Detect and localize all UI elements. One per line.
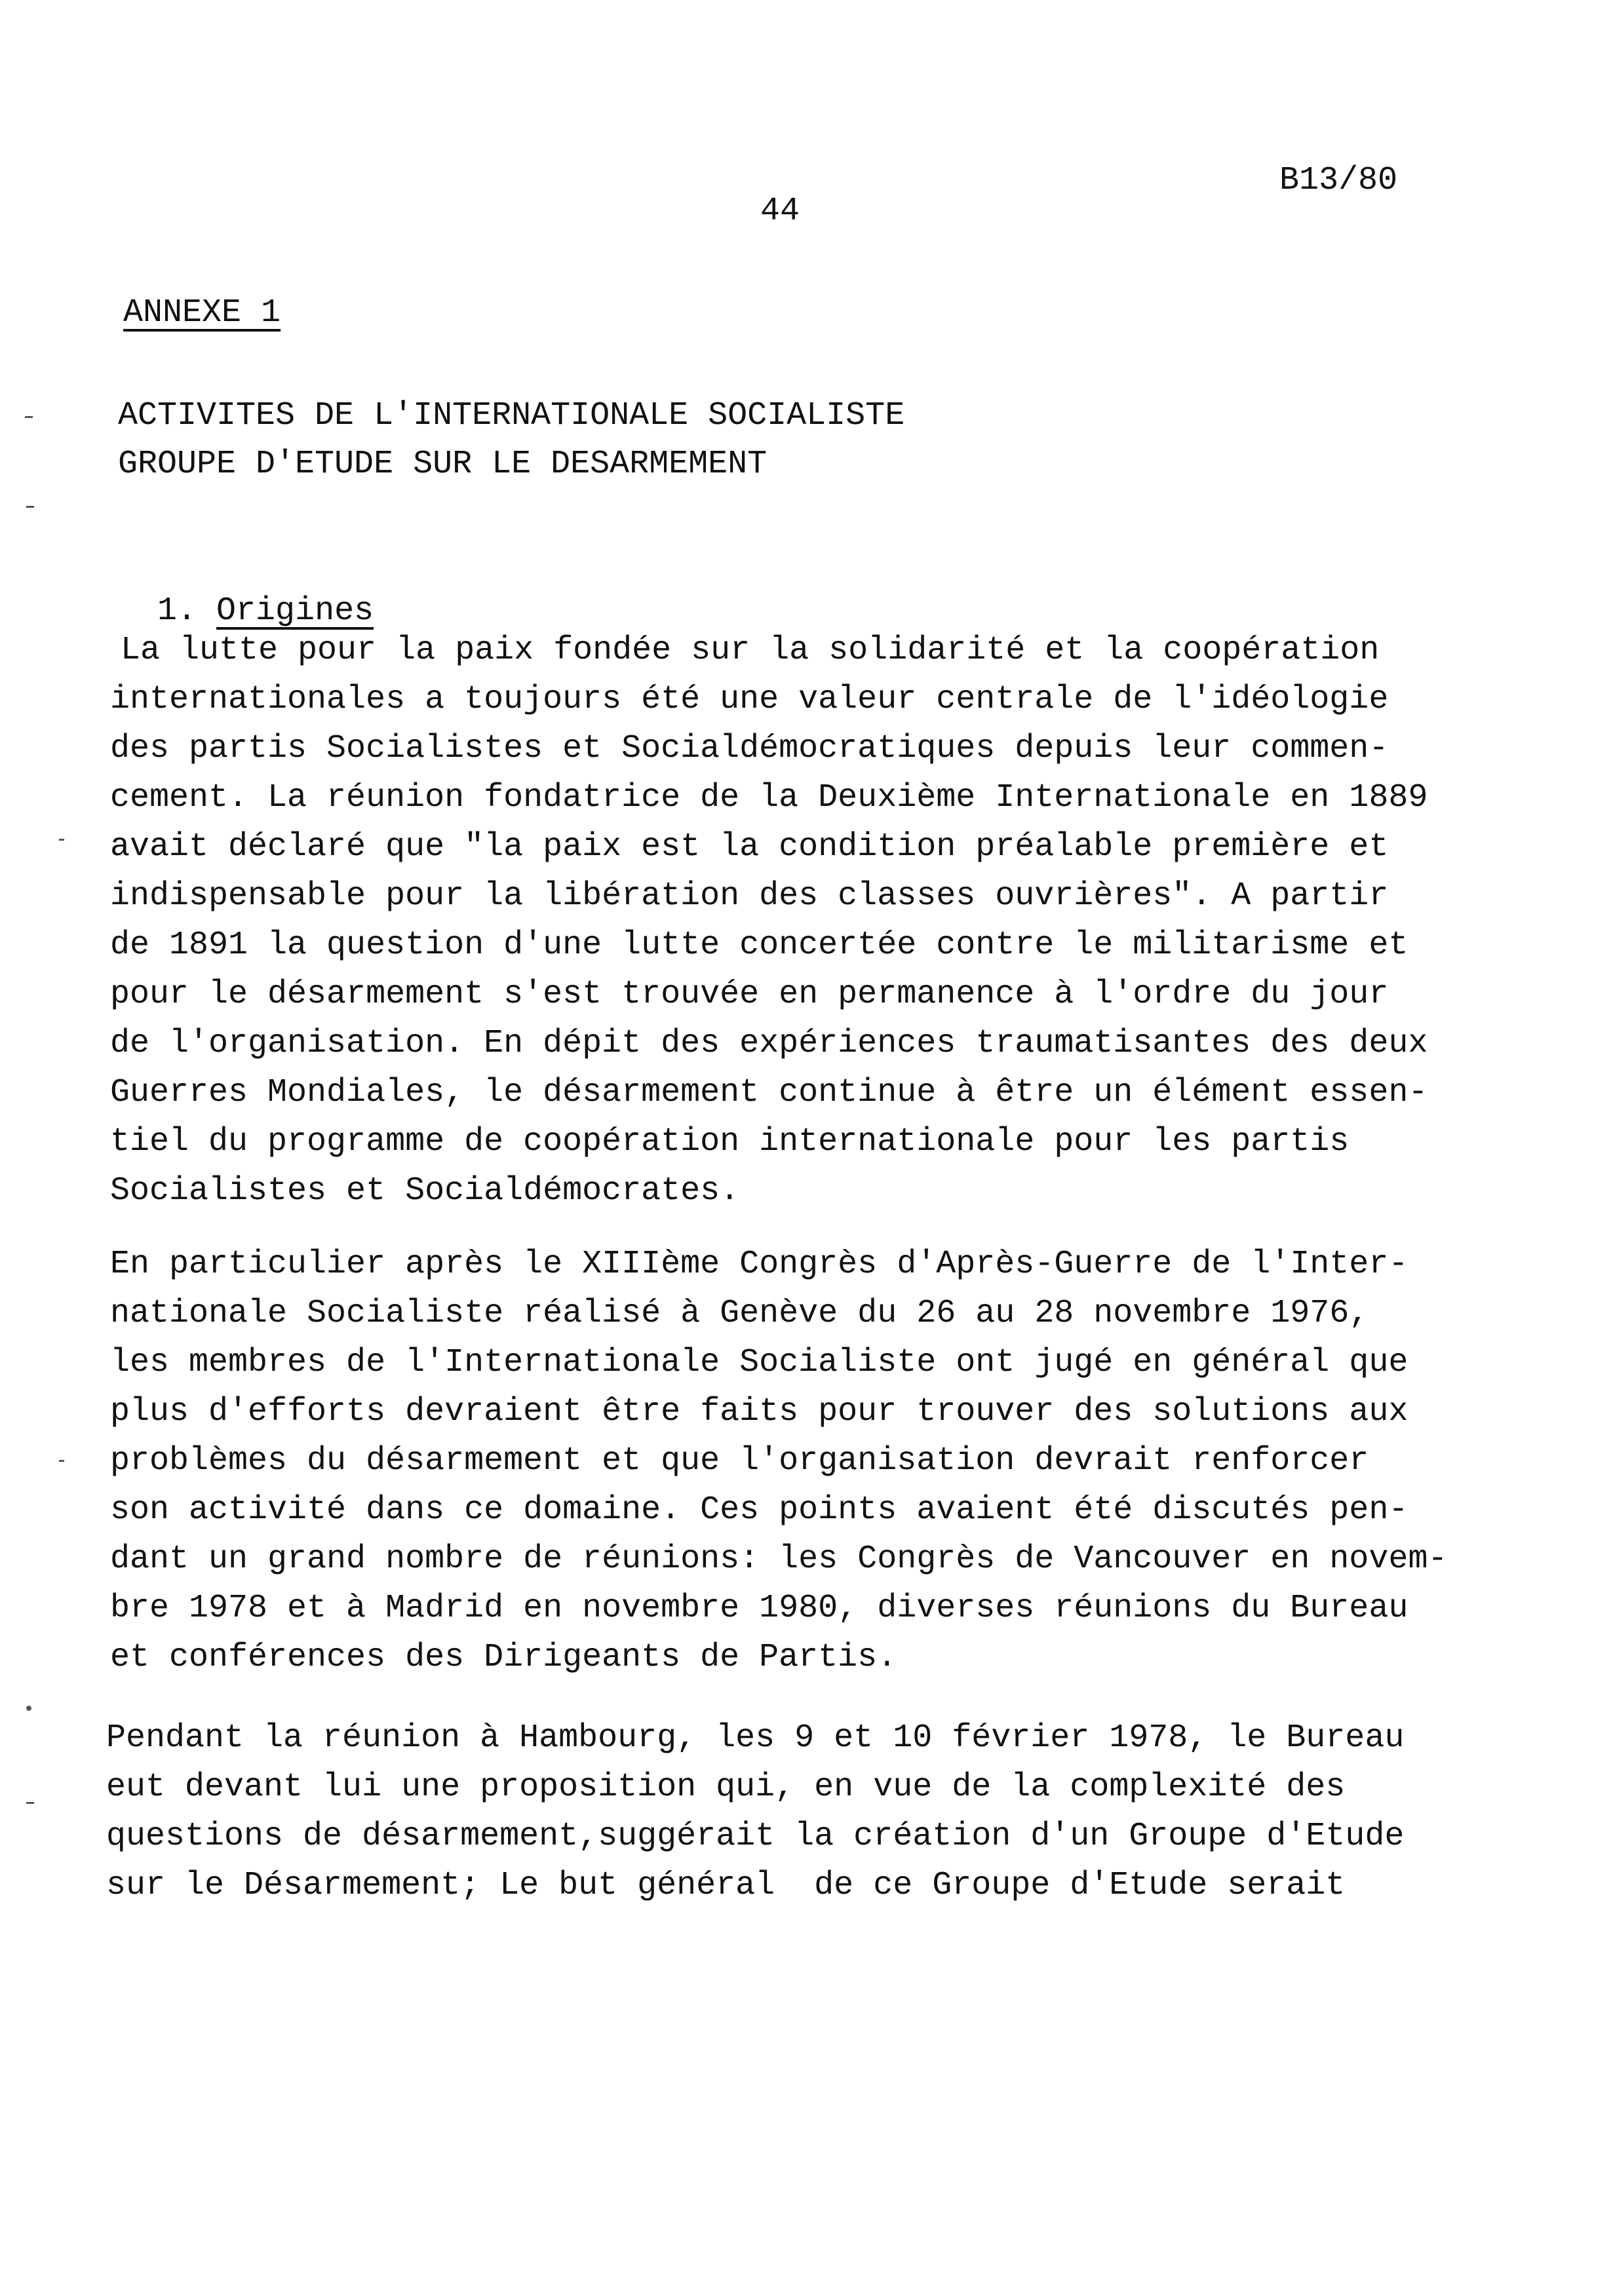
margin-mark bbox=[25, 416, 33, 418]
paragraph-1 bbox=[110, 626, 1447, 1215]
margin-mark bbox=[26, 1706, 31, 1711]
paragraph-line: bre 1978 et à Madrid en novembre 1980, diverses réunions du Bureau bbox=[110, 1590, 1409, 1627]
section-heading bbox=[118, 537, 374, 636]
margin-mark bbox=[59, 1460, 64, 1462]
paragraph-line: En particulier après le XIIIème Congrès d'Après-Guerre de l'Inter- bbox=[110, 1246, 1409, 1283]
section-number: 1. bbox=[157, 592, 197, 630]
reference-code: B13/80 bbox=[1279, 162, 1398, 199]
paragraph-line: de 1891 la question d'une lutte concertée contre le militarisme et bbox=[110, 927, 1409, 964]
paragraph-line: dant un grand nombre de réunions: les Congrès de Vancouver en novem- bbox=[110, 1540, 1448, 1578]
margin-mark bbox=[26, 1802, 34, 1804]
paragraph-line: Pendant la réunion à Hambourg, les 9 et 10 février 1978, le Bureau bbox=[106, 1719, 1405, 1757]
paragraph-line: sur le Désarmement; Le but général de ce Groupe d'Etude serait bbox=[106, 1867, 1346, 1904]
paragraph-line: Socialistes et Socialdémocrates. bbox=[110, 1172, 740, 1210]
paragraph-line: les membres de l'Internationale Socialiste ont jugé en général que bbox=[110, 1344, 1409, 1381]
paragraph-line: nationale Socialiste réalisé à Genève du 26 au 28 novembre 1976, bbox=[110, 1295, 1369, 1332]
paragraph-line: La lutte pour la paix fondée sur la solidarité et la coopération bbox=[121, 632, 1380, 669]
paragraph-line: plus d'efforts devraient être faits pour trouver des solutions aux bbox=[110, 1393, 1409, 1430]
paragraph-line: tiel du programme de coopération internationale pour les partis bbox=[110, 1123, 1350, 1160]
paragraph-line: et conférences des Dirigeants de Partis. bbox=[110, 1639, 897, 1676]
paragraph-3 bbox=[106, 1713, 1443, 1910]
paragraph-line: internationales a toujours été une valeur centrale de l'idéologie bbox=[110, 681, 1389, 718]
paragraph-line: eut devant lui une proposition qui, en vue de la complexité des bbox=[106, 1769, 1346, 1806]
paragraph-line: Guerres Mondiales, le désarmement continue à être un élément essen- bbox=[110, 1074, 1428, 1111]
paragraph-line: questions de désarmement,suggérait la création d'un Groupe d'Etude bbox=[106, 1818, 1405, 1855]
paragraph-line: indispensable pour la libération des classes ouvrières". A partir bbox=[110, 877, 1389, 915]
paragraph-2 bbox=[110, 1240, 1447, 1682]
paragraph-line: pour le désarmement s'est trouvée en permanence à l'ordre du jour bbox=[110, 976, 1389, 1013]
title-line-2: GROUPE D'ETUDE SUR LE DESARMEMENT bbox=[118, 446, 768, 483]
paragraph-line: des partis Socialistes et Socialdémocratiques depuis leur commen- bbox=[110, 730, 1389, 767]
title-line-1: ACTIVITES DE L'INTERNATIONALE SOCIALISTE bbox=[118, 397, 905, 434]
paragraph-line: de l'organisation. En dépit des expériences traumatisantes des deux bbox=[110, 1025, 1428, 1062]
paragraph-line: problèmes du désarmement et que l'organisation devrait renforcer bbox=[110, 1442, 1369, 1480]
paragraph-line: son activité dans ce domaine. Ces points avaient été discutés pen- bbox=[110, 1491, 1409, 1529]
section-title: Origines bbox=[216, 592, 374, 630]
paragraph-line: avait déclaré que "la paix est la condition préalable première et bbox=[110, 828, 1389, 866]
paragraph-line: cement. La réunion fondatrice de la Deuxième Internationale en 1889 bbox=[110, 779, 1428, 816]
margin-mark bbox=[59, 839, 64, 841]
annex-label: ANNEXE 1 bbox=[123, 294, 281, 332]
page-number: 44 bbox=[760, 193, 800, 230]
margin-mark bbox=[26, 506, 34, 508]
